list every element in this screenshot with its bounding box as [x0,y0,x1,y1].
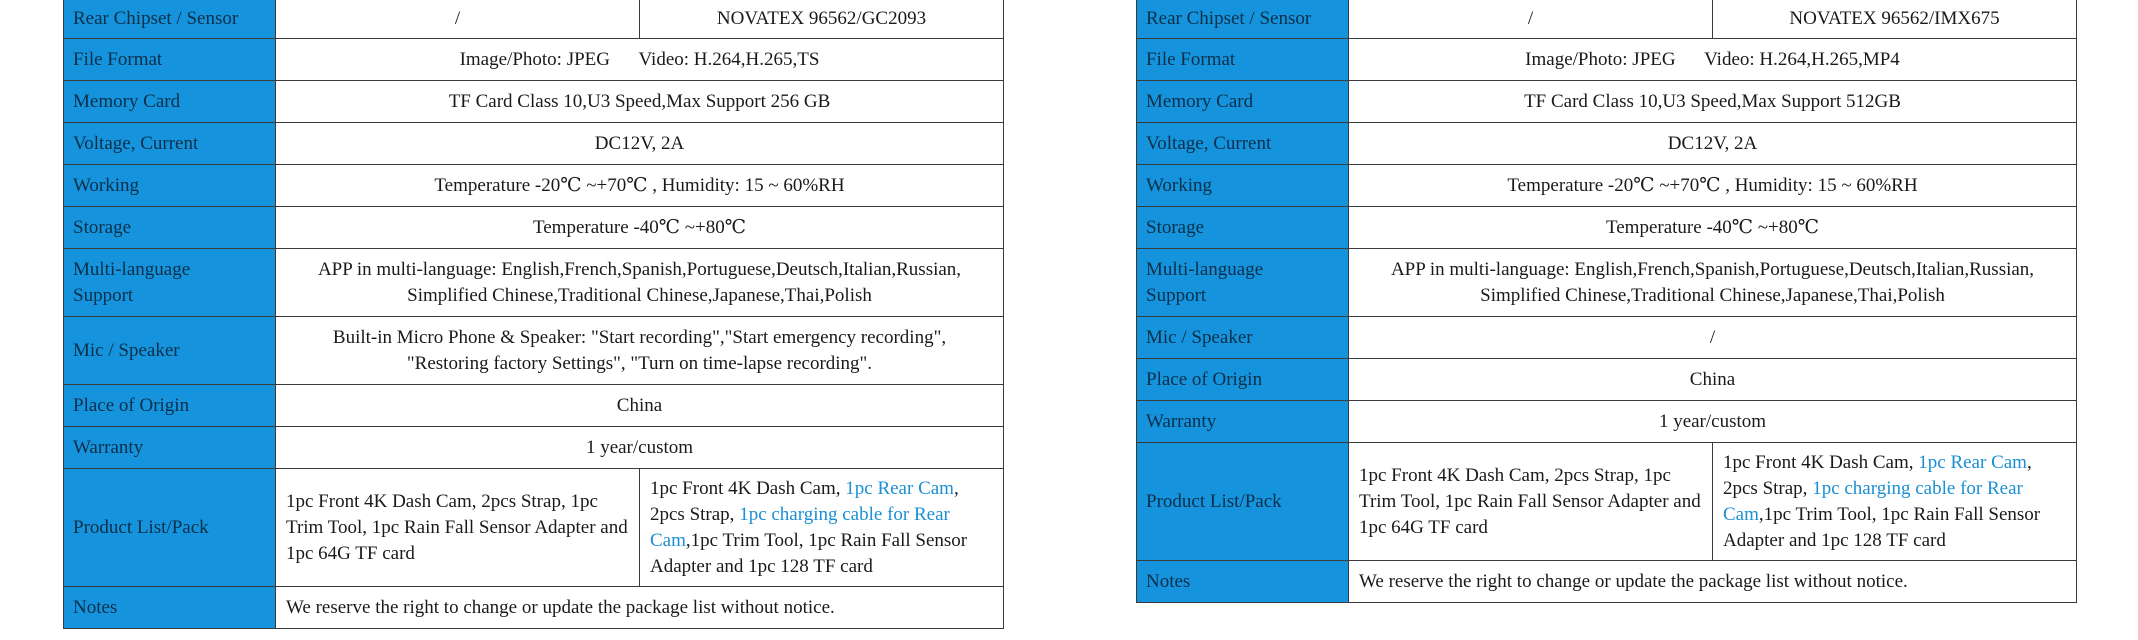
storage-value: Temperature -40℃ ~+80℃ [276,207,1004,249]
row-label: Product List/Pack [1137,443,1349,561]
pack-highlight: 1pc charging cable for Rear Cam [1723,477,2023,525]
value-line: Built-in Micro Phone & Speaker: "Start recording","Start emergency recording", [332,326,947,348]
pack-option-a: 1pc Front 4K Dash Cam, 2pcs Strap, 1pc Trim Tool, 1pc Rain Fall Sensor Adapter and 1pc 64G TF card [276,469,640,587]
warranty-value: 1 year/custom [276,427,1004,469]
row-voltage [64,123,1004,165]
row-origin [1137,359,2077,401]
row-label: Memory Card [64,81,276,123]
pack-text: , 2pcs Strap, [1723,451,2032,499]
origin-value: China [276,385,1004,427]
row-warranty [1137,401,2077,443]
row-label: Mic / Speaker [1137,317,1349,359]
mic-value [276,317,1004,385]
pack-text: 1pc Front 4K Dash Cam, [650,477,846,499]
memory-card-value: TF Card Class 10,U3 Speed,Max Support 512GB [1349,81,2077,123]
row-file-format [1137,39,2077,81]
language-value [276,249,1004,317]
row-label: Mic / Speaker [64,317,276,385]
origin-value: China [1349,359,2077,401]
pack-text: , 2pcs Strap, [650,477,959,525]
row-label: Product List/Pack [64,469,276,587]
row-pack [1137,443,2077,561]
row-label: Notes [1137,561,1349,603]
file-format-value: Image/Photo: JPEG Video: H.264,H.265,MP4 [1349,39,2077,81]
working-value: Temperature -20℃ ~+70℃ , Humidity: 15 ~ 60%RH [1349,165,2077,207]
row-label: Working [1137,165,1349,207]
row-label: File Format [64,39,276,81]
memory-card-value: TF Card Class 10,U3 Speed,Max Support 256 GB [276,81,1004,123]
value-line: APP in multi-language: English,French,Spanish,Portuguese,Deutsch,Italian,Russian, [1390,258,2035,280]
row-label [1137,249,1349,317]
row-label: Voltage, Current [64,123,276,165]
storage-value: Temperature -40℃ ~+80℃ [1349,207,2077,249]
row-label: Voltage, Current [1137,123,1349,165]
pack-text: ,1pc Trim Tool, 1pc Rain Fall Sensor Adapter and 1pc 128 TF card [650,529,968,577]
row-chipset [64,0,1004,39]
row-label: Storage [64,207,276,249]
language-value [1349,249,2077,317]
row-file-format [64,39,1004,81]
row-language [1137,249,2077,317]
rear-chipset-value: NOVATEX 96562/GC2093 [640,0,1004,39]
notes-value: We reserve the right to change or update the package list without notice. [1349,561,2077,603]
row-label: Warranty [64,427,276,469]
row-working [64,165,1004,207]
row-label: File Format [1137,39,1349,81]
label-line: Multi-language [73,258,191,280]
pack-option-b [640,469,1004,587]
row-storage [64,207,1004,249]
row-label: Warranty [1137,401,1349,443]
value-line: Simplified Chinese,Traditional Chinese,Japanese,Thai,Polish [407,284,872,306]
front-chipset-value: / [1349,0,1713,39]
pack-text: ,1pc Trim Tool, 1pc Rain Fall Sensor Adapter and 1pc 128 TF card [1723,503,2041,551]
file-format-value: Image/Photo: JPEG Video: H.264,H.265,TS [276,39,1004,81]
row-chipset [1137,0,2077,39]
pack-highlight: 1pc charging cable for Rear Cam [650,503,950,551]
row-memory-card [1137,81,2077,123]
row-label: Place of Origin [64,385,276,427]
row-label [64,249,276,317]
row-working [1137,165,2077,207]
value-line: Simplified Chinese,Traditional Chinese,Japanese,Thai,Polish [1480,284,1945,306]
row-voltage [1137,123,2077,165]
row-mic [64,317,1004,385]
row-label: Place of Origin [1137,359,1349,401]
row-label: Rear Chipset / Sensor [1137,0,1349,39]
front-chipset-value: / [276,0,640,39]
row-pack [64,469,1004,587]
row-warranty [64,427,1004,469]
mic-value: / [1349,317,2077,359]
rear-chipset-value: NOVATEX 96562/IMX675 [1713,0,2077,39]
label-line: Multi-language [1146,258,1264,280]
row-label: Memory Card [1137,81,1349,123]
working-value: Temperature -20℃ ~+70℃ , Humidity: 15 ~ 60%RH [276,165,1004,207]
row-label: Rear Chipset / Sensor [64,0,276,39]
warranty-value: 1 year/custom [1349,401,2077,443]
row-storage [1137,207,2077,249]
spec-table-right [1136,0,2077,603]
pack-text: 1pc Front 4K Dash Cam, [1723,451,1919,473]
spec-table-left [63,0,1004,629]
row-mic [1137,317,2077,359]
row-label: Working [64,165,276,207]
row-notes [64,587,1004,629]
row-notes [1137,561,2077,603]
row-label: Notes [64,587,276,629]
row-origin [64,385,1004,427]
row-label: Storage [1137,207,1349,249]
voltage-value: DC12V, 2A [276,123,1004,165]
notes-value: We reserve the right to change or update the package list without notice. [276,587,1004,629]
label-line: Support [1146,284,1207,306]
pack-option-b [1713,443,2077,561]
pack-option-a: 1pc Front 4K Dash Cam, 2pcs Strap, 1pc Trim Tool, 1pc Rain Fall Sensor Adapter and 1pc 64G TF card [1349,443,1713,561]
row-memory-card [64,81,1004,123]
value-line: APP in multi-language: English,French,Spanish,Portuguese,Deutsch,Italian,Russian, [317,258,962,280]
row-language [64,249,1004,317]
voltage-value: DC12V, 2A [1349,123,2077,165]
pack-highlight: 1pc Rear Cam [845,477,954,499]
pack-highlight: 1pc Rear Cam [1918,451,2027,473]
label-line: Support [73,284,134,306]
value-line: "Restoring factory Settings", "Turn on time-lapse recording". [406,352,873,374]
